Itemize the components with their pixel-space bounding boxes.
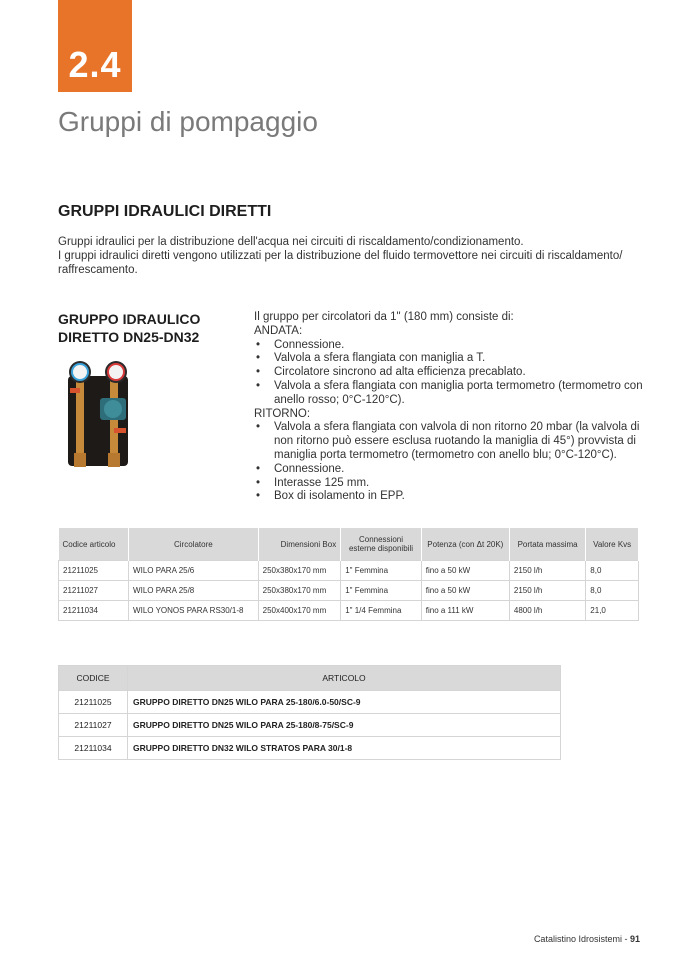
column-header: Potenza (con Δt 20K) [421,528,509,561]
page-number: 91 [629,934,640,944]
table-cell: 21211034 [59,737,128,760]
table-cell: GRUPPO DIRETTO DN25 WILO PARA 25-180/6.0-50/SC-9 [128,691,561,714]
table-cell: 21,0 [586,601,639,621]
column-header: ARTICOLO [128,666,561,691]
table-cell: 21211025 [59,691,128,714]
page-title: Gruppi di pompaggio [58,106,318,137]
table-cell: GRUPPO DIRETTO DN32 WILO STRATOS PARA 30/1-8 [128,737,561,760]
table-cell: fino a 111 kW [421,601,509,621]
table-cell: fino a 50 kW [421,581,509,601]
list-item: • Valvola a sfera flangiata con maniglia porta termometro (termometro con anello rosso; 0°C-120°C). [254,380,644,408]
table-row [59,737,561,760]
table-cell: 4800 l/h [509,601,585,621]
list-item: • Circolatore sincrono ad alta efficienza precablato. [254,366,644,380]
table-cell: WILO PARA 25/6 [129,561,259,581]
intro-line: Gruppi idraulici per la distribuzione dell'acqua nei circuiti di riscaldamento/condizionamento. [58,236,524,248]
andata-label: ANDATA: [254,324,303,337]
table-cell: 1" Femmina [341,561,422,581]
column-header: Circolatore [129,528,259,561]
ritorno-label: RITORNO: [254,407,311,420]
table-cell: WILO PARA 25/8 [129,581,259,601]
intro-text [58,235,638,277]
page-footer [534,934,640,944]
intro-line: I gruppi idraulici diretti vengono utilizzati per la distribuzione del fluido termovettore nei circuiti di riscaldamento/ raffrescamento. [58,250,623,276]
list-item: • Interasse 125 mm. [254,477,644,491]
list-item: • Valvola a sfera flangiata con valvola di non ritorno 20 mbar (la valvola di non ritorno può essere esclusa ruotando la maniglia di 45°) provvista di maniglia porta termometro (termometro con anello blu; 0°C-120°C). [254,421,644,462]
list-item: • Connessione. [254,339,644,353]
table-cell: 21211027 [59,581,129,601]
code-table [58,665,561,760]
description-lead: Il gruppo per circolatori da 1" (180 mm) consiste di: [254,311,514,323]
table-cell: 1" Femmina [341,581,422,601]
table-cell: fino a 50 kW [421,561,509,581]
column-header: CODICE [59,666,128,691]
product-description [254,311,644,504]
table-cell: 8,0 [586,561,639,581]
table-cell: WILO YONOS PARA RS30/1-8 [129,601,259,621]
table-cell: 8,0 [586,581,639,601]
catalog-name: Catalistino Idrosistemi - [533,934,628,944]
table-row [59,581,639,601]
list-item: • Connessione. [254,463,644,477]
pump-group-image [62,358,134,470]
list-item: • Valvola a sfera flangiata con maniglia a T. [254,352,644,366]
table-row [59,601,639,621]
column-header: Portata massima [509,528,585,561]
table-header-row [59,666,561,691]
table-cell: 250x380x170 mm [258,581,341,601]
list-item: • Box di isolamento in EPP. [254,490,644,504]
andata-list [254,339,644,408]
table-cell: 250x380x170 mm [258,561,341,581]
table-cell: GRUPPO DIRETTO DN25 WILO PARA 25-180/8-75/SC-9 [128,714,561,737]
section-number-badge: 2.4 [58,0,132,92]
table-row [59,561,639,581]
column-header: Codice articolo [59,528,129,561]
column-header: Valore Kvs [586,528,639,561]
ritorno-list [254,421,644,504]
table-cell: 21211027 [59,714,128,737]
column-header: Connessioni esterne disponibili [341,528,422,561]
section-title: GRUPPI IDRAULICI DIRETTI [58,203,272,220]
table-cell: 21211034 [59,601,129,621]
table-cell: 21211025 [59,561,129,581]
spec-table [58,528,639,621]
table-header-row [59,528,639,561]
table-row [59,691,561,714]
table-cell: 1" 1/4 Femmina [341,601,422,621]
table-cell: 2150 l/h [509,581,585,601]
table-row [59,714,561,737]
table-cell: 250x400x170 mm [258,601,341,621]
table-cell: 2150 l/h [509,561,585,581]
product-title: GRUPPO IDRAULICO DIRETTO DN25-DN32 [58,311,201,345]
column-header: Dimensioni Box [258,528,341,561]
